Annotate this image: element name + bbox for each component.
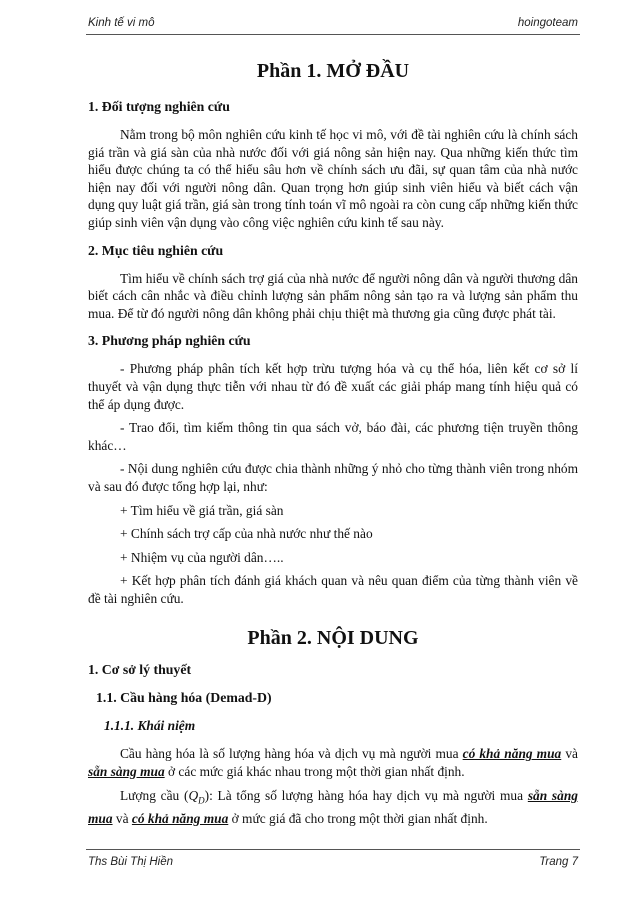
demand-heading: 1.1. Cầu hàng hóa (Demad-D) [96, 690, 272, 706]
method-paragraph-3: - Nội dung nghiên cứu được chia thành những ý nhỏ cho từng thành viên trong nhóm và sau đó được tổng hợp lại, như: [88, 461, 578, 494]
page-footer [86, 849, 580, 870]
method-item-1: + Tìm hiểu về giá trần, giá sàn [120, 502, 284, 518]
section2-heading: 2. Mục tiêu nghiên cứu [88, 242, 224, 258]
method-paragraph-1: - Phương pháp phân tích kết hợp trừu tượng hóa và cụ thể hóa, liên kết cơ sở lí thuyết và vận dụng thực tiễn với nhau từ đó đề xuất các giải pháp mang tính hiệu quả có thể áp dụng được. [88, 361, 578, 412]
section3-heading: 3. Phương pháp nghiên cứu [88, 333, 251, 349]
quantity-demanded-definition: Lượng cầu $(Q_D)$: Là tổng số lượng hàng hóa hay dịch vụ mà người mua sẵn sàng mua và có khả năng mua ở mức giá đã cho trong một thời gian nhất định. [88, 787, 578, 826]
part2-title: Phần 2. NỘI DUNG [247, 627, 419, 650]
demand-definition: Cầu hàng hóa là số lượng hàng hóa và dịch vụ mà người mua có khả năng mua và sẵn sàng mua ở các mức giá khác nhau trong một thời gian nhất định. [88, 746, 578, 780]
method-item-3: + Nhiệm vụ của người dân….. [120, 549, 284, 565]
method-paragraph-4: + Kết hợp phân tích đánh giá khách quan và nêu quan điểm của từng thành viên về đề tài nghiên cứu. [88, 573, 578, 606]
header-left: Kinh tế vi mô [88, 17, 155, 29]
method-paragraph-2: - Trao đổi, tìm kiếm thông tin qua sách vở, báo đài, các phương tiện truyền thông khác… [88, 420, 578, 453]
footer-author: Ths Bùi Thị Hiền [88, 856, 174, 868]
theory-heading: 1. Cơ sở lý thuyết [88, 662, 192, 678]
header-right: hoingoteam [517, 17, 578, 29]
concept-heading: 1.1.1. Khái niệm [104, 718, 196, 734]
part1-title: Phần 1. MỞ ĐẦU [256, 60, 410, 82]
section1-heading: 1. Đối tượng nghiên cứu [88, 99, 230, 114]
section2-paragraph: Tìm hiểu về chính sách trợ giá của nhà nước để người nông dân và người thương dân biết cách cân nhắc và điều chỉnh lượng sản phẩm nông sản tạo ra và lượng sản phẩm thu mua. Để từ đó người nông dân không phải chịu thiệt mà thương gia cũng được phát tài. [88, 270, 578, 321]
section1-paragraph: Nằm trong bộ môn nghiên cứu kinh tế học vi mô, với đề tài nghiên cứu là chính sách giá trần và giá sàn của nhà nước đối với giá nông sản hiện nay. Qua những kiến thức tìm hiểu được chúng ta có thể hiểu sâu hơn về chính sách ưu đãi, sự quan tâm của nhà nước hiện nay đối với người nông dân. Quan trọng hơn giúp sinh viên hiểu và biết cách vận dụng quy luật giá trần, giá sàn trong tính toán vĩ mô ngoài ra còn cung cấp những kiến thức giúp sinh viên vận dụng vào công việc nghiên cứu kinh tế sau này. [88, 127, 578, 230]
page-body [88, 58, 578, 828]
method-item-2: + Chính sách trợ cấp của nhà nước như thế nào [120, 526, 373, 542]
page-header [86, 14, 580, 35]
page-number: Trang 7 [539, 856, 578, 868]
